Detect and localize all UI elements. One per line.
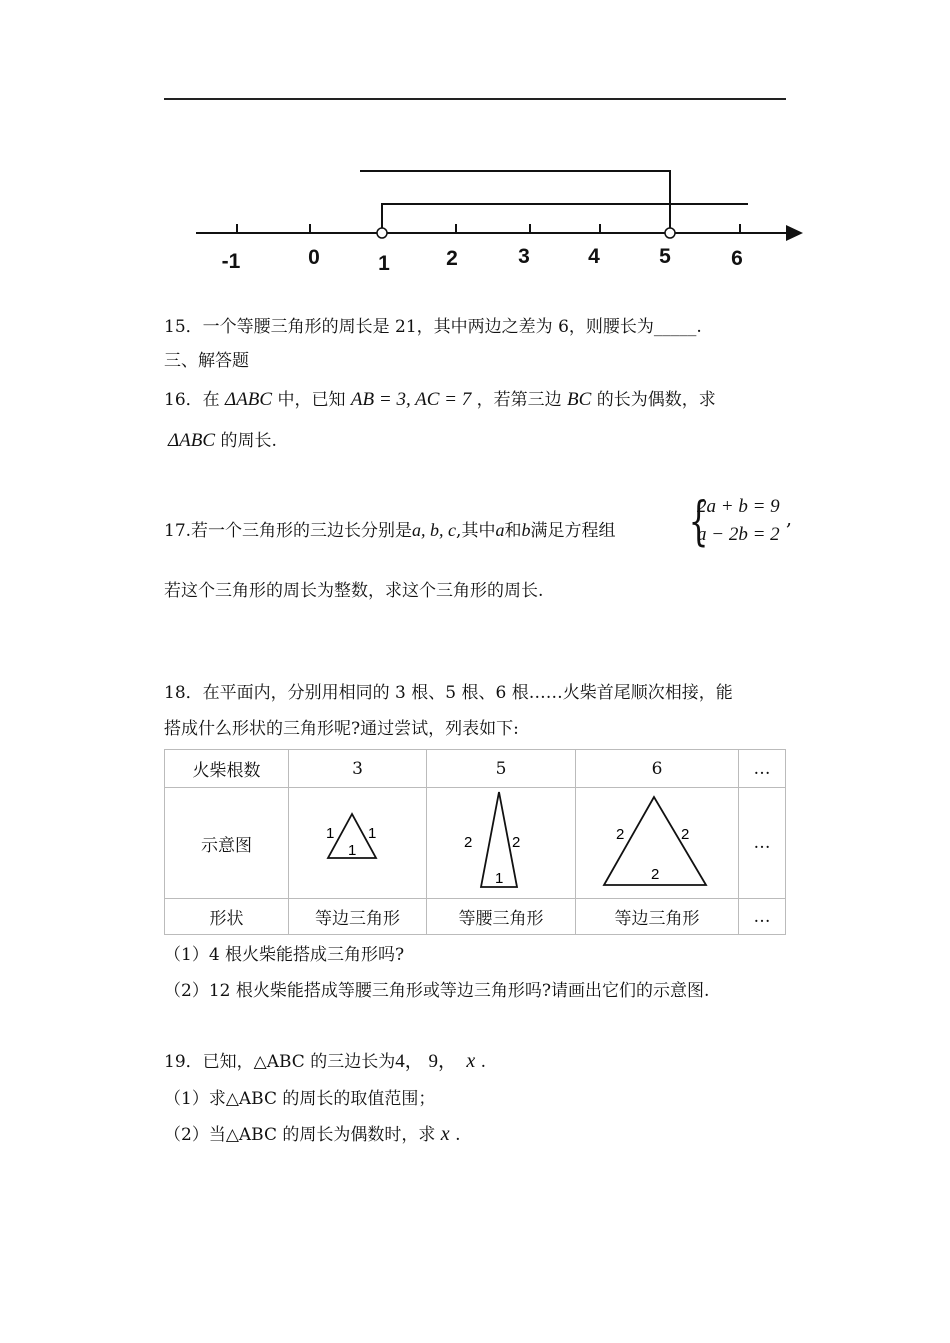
tick-label: 6 [731,247,743,270]
triangle-diagram-6 [597,791,717,891]
q17-text: 和 [504,521,522,541]
open-circle-5 [665,228,675,238]
table-cell: 等边三角形 [289,899,427,935]
equation-comma: , [786,508,793,530]
tick-label: 2 [446,247,458,270]
table-cell: 6 [576,750,739,788]
table-cell [427,788,576,899]
q16-num: 16．在 [164,390,220,410]
q19-end: . [480,1052,487,1072]
matchstick-table [164,749,786,935]
question-18-line1: 18．在平面内，分别用相同的 3 根、5 根、6 根……火柴首尾顺次相接，能 [164,683,733,703]
side-label: 2 [464,833,473,851]
table-row [165,788,786,899]
table-cell: 3 [289,750,427,788]
table-cell: … [739,899,786,935]
equation-1: 2a + b = 9 [697,496,780,517]
question-16-line2 [168,426,277,452]
q16-text: ，若第三边 [476,390,562,410]
table-cell: 形状 [165,899,289,935]
q17-text: 满足方程组 [530,521,616,541]
question-19-sub1: （1）求△ABC 的周长的取值范围； [164,1089,436,1109]
question-19-sub2 [164,1120,461,1146]
table-cell: 等边三角形 [576,899,739,935]
q16-bc: BC [567,389,592,410]
side-label: 2 [512,833,521,851]
tick-label: 5 [659,245,671,268]
tick-label: 1 [378,252,390,275]
question-18-sub2: （2）12 根火柴能搭成等腰三角形或等边三角形吗?请画出它们的示意图. [164,981,710,1001]
section-heading: 三、解答题 [164,351,249,371]
question-16 [164,385,716,411]
q19-text: （2）当△ABC 的周长为偶数时，求 [164,1125,436,1145]
q16-text: 的长为偶数，求 [596,390,716,410]
question-17-line2: 若这个三角形的周长为整数，求这个三角形的周长. [164,581,544,601]
q19-end: . [455,1125,461,1145]
side-label: 1 [495,869,504,887]
q17-vars: a, b, c [412,520,457,540]
side-label: 1 [347,841,356,859]
range-bar-upper [360,171,670,233]
table-cell: … [739,788,786,899]
side-label: 2 [616,825,625,843]
side-label: 1 [325,824,334,842]
table-cell [576,788,739,899]
q16-triangle: ΔABC [225,389,273,410]
table-cell: … [739,750,786,788]
q16-text: 的周长. [220,431,277,451]
table-cell [289,788,427,899]
table-cell: 示意图 [165,788,289,899]
question-18-sub1: （1）4 根火柴能搭成三角形吗? [164,945,405,965]
side-label: 2 [681,825,690,843]
question-18-line2: 搭成什么形状的三角形呢?通过尝试，列表如下: [164,719,519,739]
table-row [165,750,786,788]
table-cell: 5 [427,750,576,788]
tick-label: 4 [588,245,600,268]
q16-condition: AB = 3, AC = 7 [350,389,472,410]
q16-text: 中，已知 [277,390,346,410]
q17-b: b [521,520,531,540]
table-row [165,899,786,935]
side-label: 2 [651,865,660,883]
tick-label: 3 [518,245,530,268]
table-cell: 火柴根数 [165,750,289,788]
q19-values: 4， 9， [395,1051,457,1072]
q17-text: ,其中 [456,521,496,541]
q19-x: x [466,1050,476,1072]
q17-text: 17.若一个三角形的三边长分别是 [164,521,413,541]
q17-a: a [495,520,505,540]
tick-label: 0 [308,246,320,269]
q19-x: x [440,1123,450,1145]
q19-text: 19．已知，△ABC 的三边长为 [164,1052,396,1072]
question-17 [164,516,615,541]
open-circle-1 [377,228,387,238]
triangle-diagram-3 [318,806,398,876]
question-15: 15．一个等腰三角形的周长是 21，其中两边之差为 6，则腰长为_____. [164,317,702,337]
question-19 [164,1046,486,1073]
brace-icon: { [688,492,709,552]
table-cell: 等腰三角形 [427,899,576,935]
equation-2: a − 2b = 2 [697,524,780,545]
range-bar-lower [382,204,748,233]
axis-arrow [786,225,803,241]
side-label: 1 [367,824,376,842]
triangle-diagram-5 [461,789,541,893]
q16-triangle: ΔABC [168,430,216,451]
tick-label: -1 [221,250,241,273]
number-line-figure [0,0,950,300]
